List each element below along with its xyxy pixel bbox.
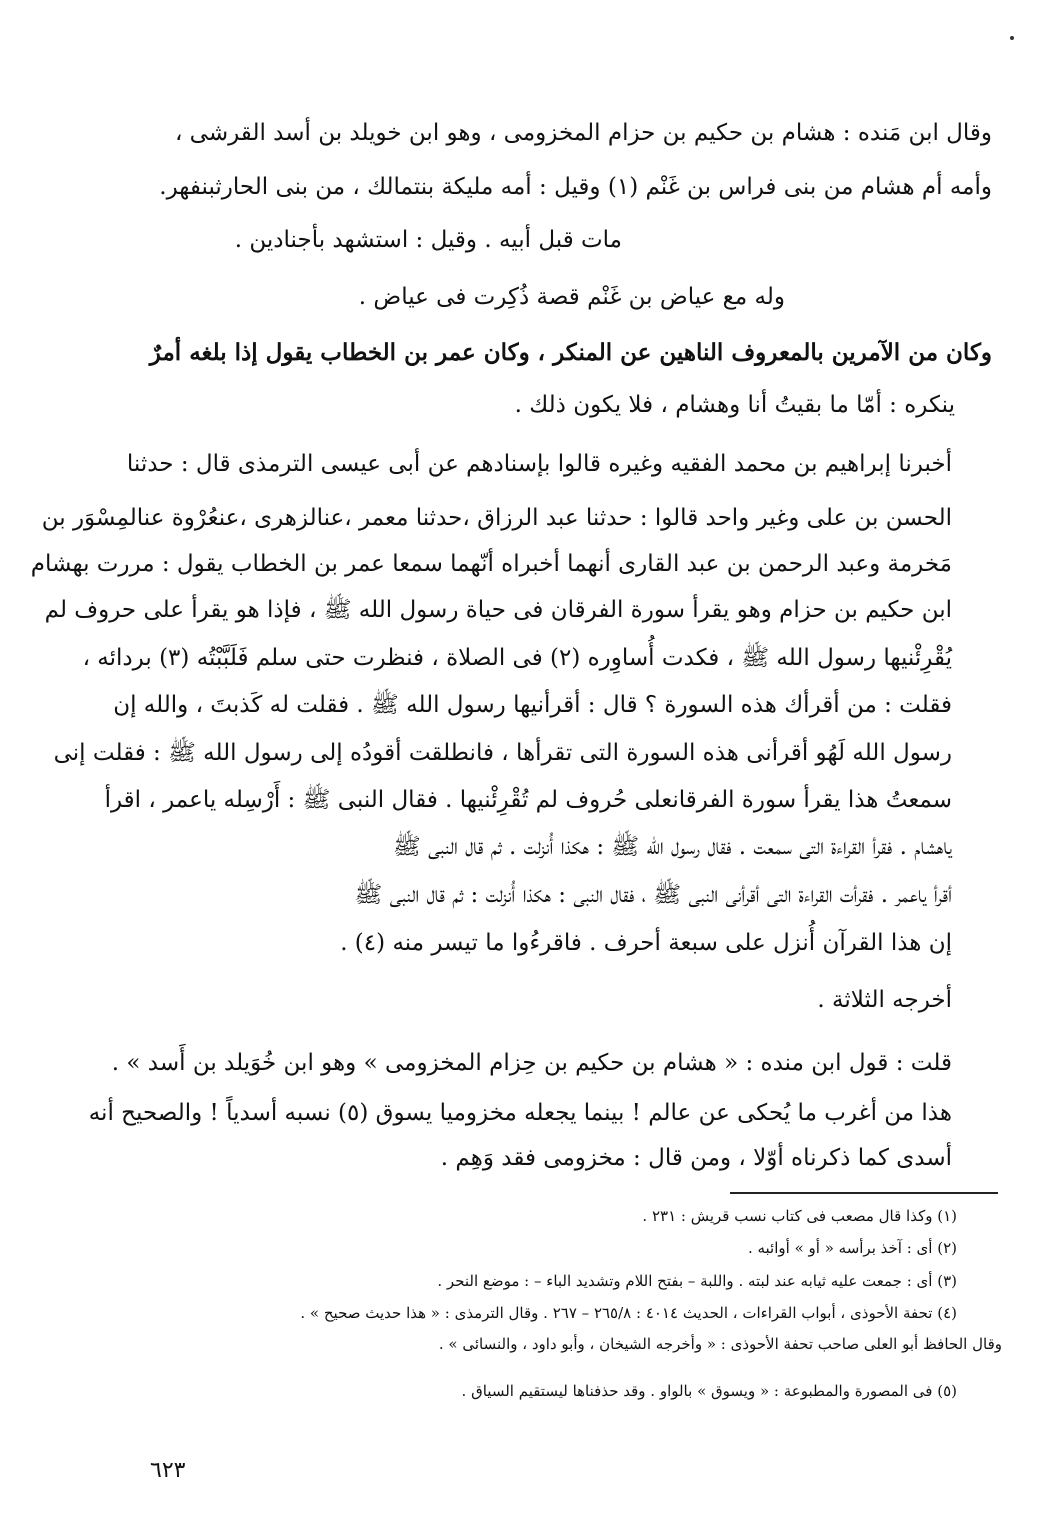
scan-speck xyxy=(1010,36,1014,40)
footnote-4-continued: وقال الحافظ أبو العلى صاحب تحفة الأحوذى : « وأخرجه الشيخان ، وأبو داود ، والنسائى » . xyxy=(438,1335,1002,1353)
footnote-3: (٣) أى : جمعت عليه ثيابه عند لبته . واللبة – بفتح اللام وتشديد الباء – : موضع النحر . xyxy=(437,1272,957,1290)
text-line-16: أقرأ ياعمر . فقرأت القراءة التى أقرأنى النبى ﷺ ، فقال النبى : هكذا أُنزلت : ثم قال النبى ﷺ xyxy=(354,882,952,908)
footnote-5: (٥) فى المصورة والمطبوعة : « ويسوق » بالواو . وقد حذفناها ليستقيم السياق . xyxy=(461,1382,957,1400)
text-line-12: فقلت : من أقرأك هذه السورة ؟ قال : أقرأنيها رسول الله ﷺ . فقلت له كَذبتَ ، والله إن xyxy=(113,692,952,718)
text-line-11: يُقْرِئْنيها رسول الله ﷺ ، فكدت أُساوِره (٢) فى الصلاة ، فنظرت حتى سلم فَلَبَّبْتُه (٣) بردائه ، xyxy=(82,645,952,671)
text-line-9: مَخرمة وعبد الرحمن بن عبد القارى أنهما أخبراه أنّهما سمعا عمر بن الخطاب يقول : مررت بهشام xyxy=(30,551,952,577)
footnote-2: (٢) أى : آخذ برأسه « أو » أوائبه . xyxy=(747,1239,957,1257)
text-line-19: قلت : قول ابن منده : « هشام بن حكيم بن حِزام المخزومى » وهو ابن خُوَيلد بن أَسد » . xyxy=(111,1050,952,1076)
footnote-4: (٤) تحفة الأحوذى ، أبواب القراءات ، الحديث ٤٠١٤ : ٢٦٥/٨ – ٢٦٧ . وقال الترمذى : « هذا حديث صحيح » . xyxy=(300,1304,957,1322)
text-line-1: وقال ابن مَنده : هشام بن حكيم بن حزام المخزومى ، وهو ابن خويلد بن أسد القرشى ، xyxy=(174,120,992,146)
footnote-1: (١) وكذا قال مصعب فى كتاب نسب قريش : ٢٣١ . xyxy=(642,1207,957,1225)
text-line-4: وله مع عياض بن غَنْم قصة ذُكِرت فى عياض . xyxy=(358,284,785,310)
text-line-21: أسدى كما ذكرناه أوّلا ، ومن قال : مخزومى فقد وَهِم . xyxy=(440,1145,952,1171)
text-line-3: مات قبل أبيه . وقيل : استشهد بأجنادين . xyxy=(234,227,622,253)
text-line-17: إن هذا القرآن أُنزل على سبعة أحرف . فاقرءُوا ما تيسر منه (٤) . xyxy=(340,930,952,956)
footnote-separator xyxy=(730,1192,998,1194)
text-line-18: أخرجه الثلاثة . xyxy=(817,987,952,1013)
page-number: ٦٢٣ xyxy=(150,1458,186,1483)
text-line-15: ياهشام . فقرأ القراءة التى سمعت . فقال رسول الله ﷺ : هكذا أُنزلت . ثم قال النبى ﷺ xyxy=(393,834,952,860)
text-line-7: أخبرنا إبراهيم بن محمد الفقيه وغيره قالوا بإسنادهم عن أبى عيسى الترمذى قال : حدثنا xyxy=(126,451,952,477)
text-line-14: سمعتُ هذا يقرأ سورة الفرقانعلى حُروف لم تُقْرِئْنيها . فقال النبى ﷺ : أَرْسِله ياعمر ، اقرأ xyxy=(104,787,952,813)
text-line-5: وكان من الآمرين بالمعروف الناهين عن المنكر ، وكان عمر بن الخطاب يقول إذا بلغه أمرٌ xyxy=(149,339,992,366)
text-line-13: رسول الله لَهُو أقرأنى هذه السورة التى تقرأها ، فانطلقت أقودُه إلى رسول الله ﷺ : فقلت إنى xyxy=(53,740,952,766)
text-line-6: ينكره : أمّا ما بقيتُ أنا وهشام ، فلا يكون ذلك . xyxy=(514,392,955,418)
text-line-2: وأمه أم هشام من بنى فراس بن غَنْم (١) وقيل : أمه مليكة بنتمالك ، من بنى الحارثبنفهر. xyxy=(159,174,992,200)
text-line-8: الحسن بن على وغير واحد قالوا : حدثنا عبد الرزاق ،حدثنا معمر ،عنالزهرى ،عنعُرْوة عنالمِسْوَر بن xyxy=(41,505,952,531)
text-line-10: ابن حكيم بن حزام وهو يقرأ سورة الفرقان فى حياة رسول الله ﷺ ، فإذا هو يقرأ على حروف لم xyxy=(44,597,952,623)
text-line-20: هذا من أغرب ما يُحكى عن عالم ! بينما يجعله مخزوميا يسوق (٥) نسبه أسدياً ! والصحيح أنه xyxy=(88,1100,952,1126)
